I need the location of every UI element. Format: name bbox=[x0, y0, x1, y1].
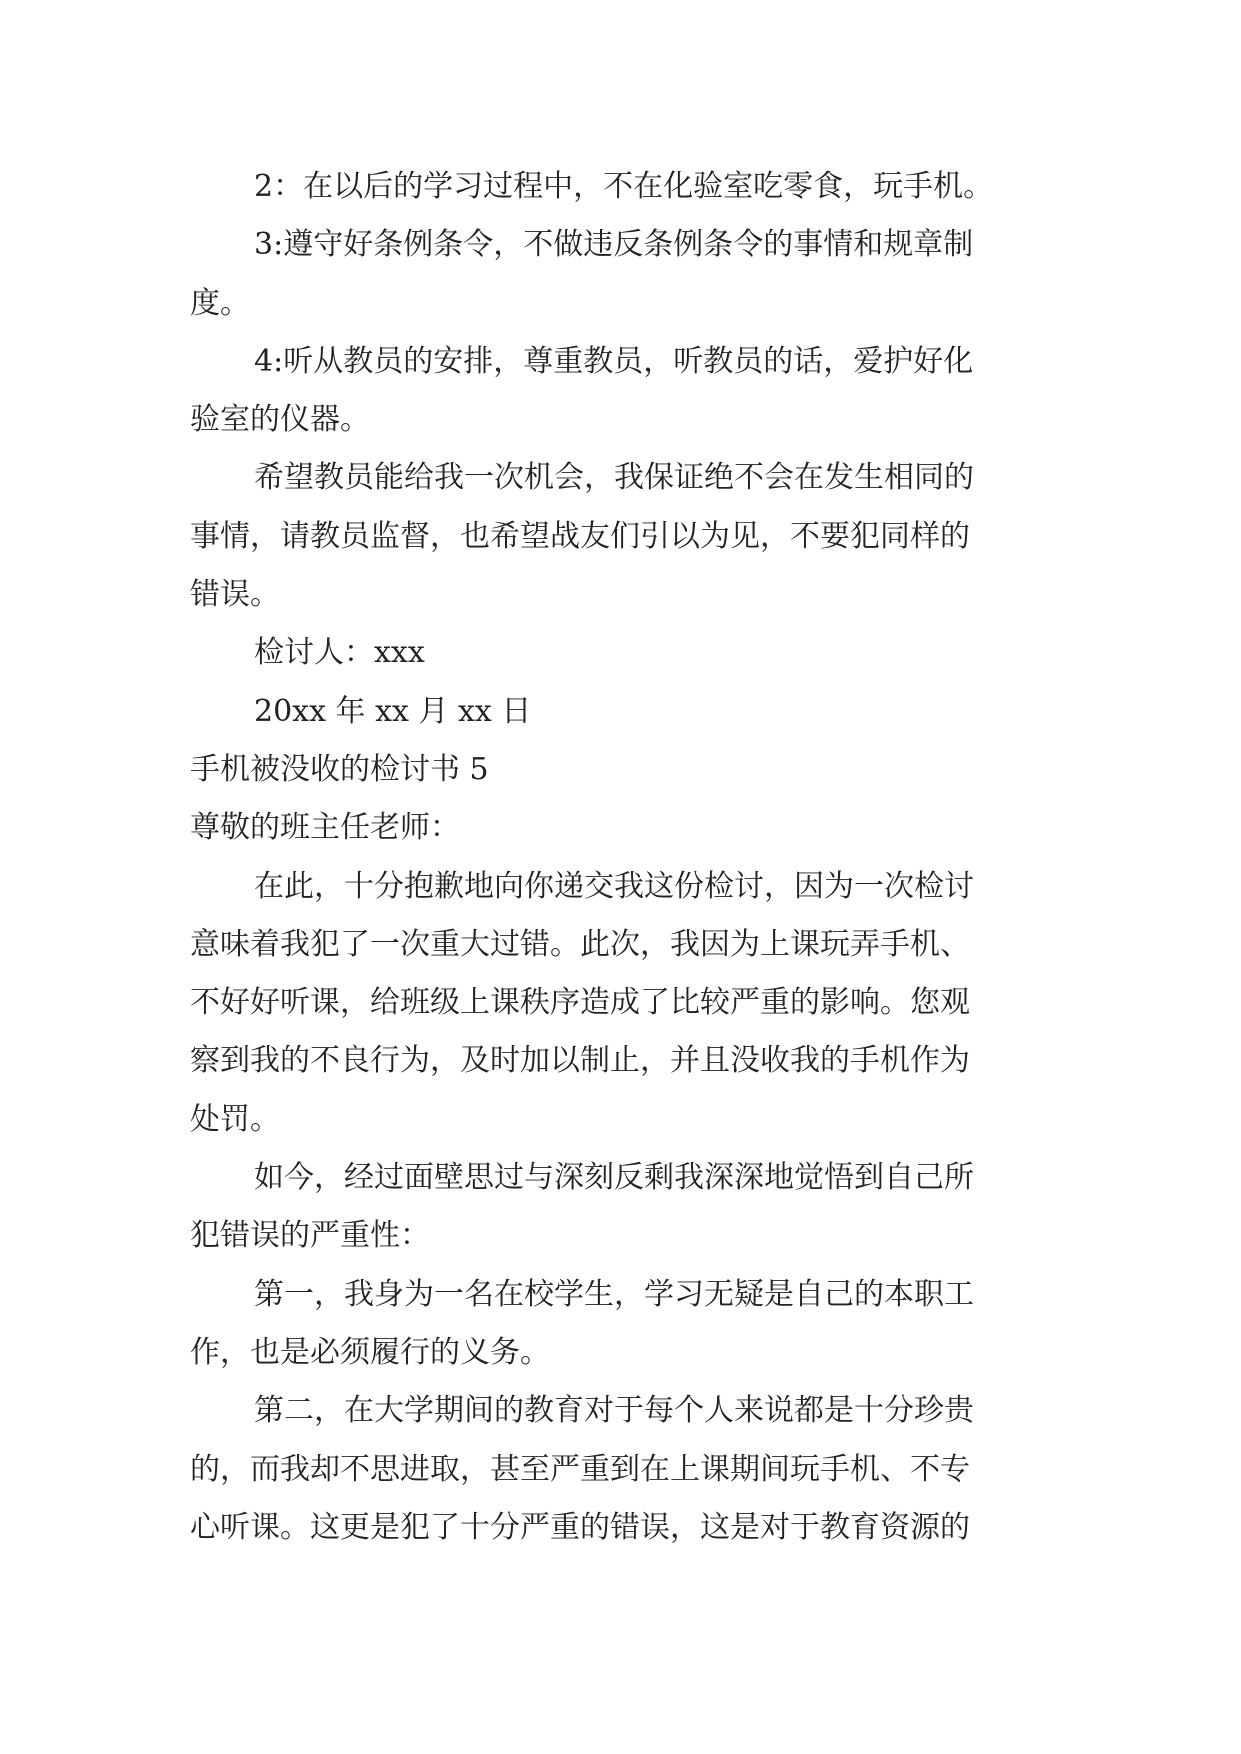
text-line: 度。 bbox=[190, 285, 250, 321]
text-line: 犯错误的严重性： bbox=[190, 1218, 430, 1254]
text-line: 2：在以后的学习过程中，不在化验室吃零食，玩手机。 bbox=[254, 169, 994, 204]
text-line: 心听课。这更是犯了十分严重的错误，这是对于教育资源的 bbox=[190, 1509, 970, 1545]
text-line: 不好好听课，给班级上课秩序造成了比较严重的影响。您观 bbox=[190, 985, 970, 1021]
signature-line: 检讨人：xxx bbox=[254, 635, 425, 671]
text-line: 的，而我却不思进取，甚至严重到在上课期间玩手机、不专 bbox=[190, 1451, 970, 1487]
date-line: 20xx 年 xx 月 xx 日 bbox=[254, 693, 532, 729]
text-line: 第一，我身为一名在校学生，学习无疑是自己的本职工 bbox=[254, 1276, 974, 1312]
text-line: 错误。 bbox=[190, 577, 280, 613]
document-body bbox=[190, 158, 1070, 1557]
text-line: 察到我的不良行为，及时加以制止，并且没收我的手机作为 bbox=[190, 1043, 970, 1079]
text-line: 希望教员能给我一次机会，我保证绝不会在发生相同的 bbox=[254, 460, 974, 496]
text-line: 事情，请教员监督，也希望战友们引以为见，不要犯同样的 bbox=[190, 518, 970, 554]
text-line: 第二，在大学期间的教育对于每个人来说都是十分珍贵 bbox=[254, 1393, 974, 1429]
text-line: 3:遵守好条例条令，不做违反条例条令的事情和规章制 bbox=[254, 227, 974, 263]
text-line: 4:听从教员的安排，尊重教员，听教员的话，爱护好化 bbox=[254, 343, 974, 379]
text-line: 处罚。 bbox=[190, 1101, 280, 1137]
text-line: 验室的仪器。 bbox=[190, 402, 370, 438]
text-line: 如今，经过面壁思过与深刻反剩我深深地觉悟到自己所 bbox=[254, 1160, 974, 1196]
text-line: 意味着我犯了一次重大过错。此次，我因为上课玩弄手机、 bbox=[190, 926, 970, 962]
salutation: 尊敬的班主任老师： bbox=[190, 810, 460, 846]
section-title: 手机被没收的检讨书 5 bbox=[190, 751, 489, 787]
text-line: 作，也是必须履行的义务。 bbox=[190, 1334, 550, 1370]
text-line: 在此，十分抱歉地向你递交我这份检讨，因为一次检讨 bbox=[254, 868, 974, 904]
